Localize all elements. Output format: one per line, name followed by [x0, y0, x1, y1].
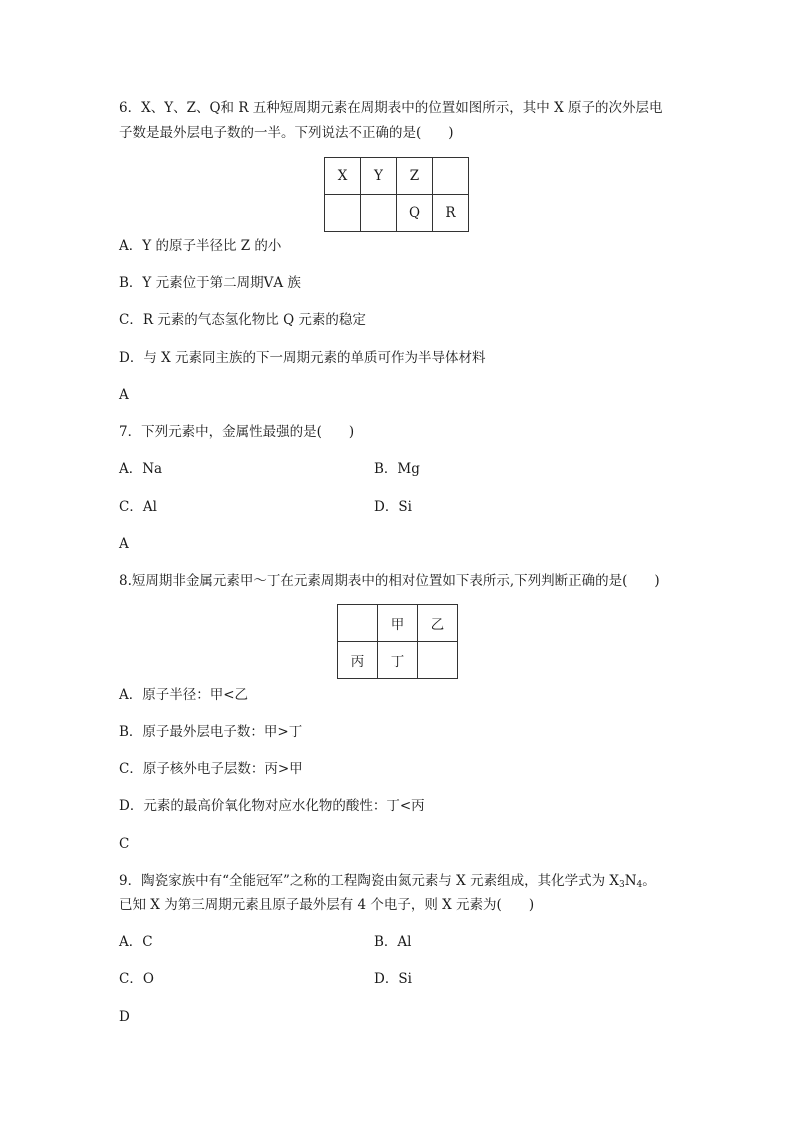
q6-cell [325, 195, 361, 232]
q6-option-d: D．与 X 元素同主族的下一周期元素的单质可作为半导体材料 [119, 350, 486, 366]
q9-option-c: C．O [119, 971, 154, 987]
q8-stem: 8.短周期非金属元素甲～丁在元素周期表中的相对位置如下表所示,下列判断正确的是( ) [119, 573, 660, 589]
q8-option-c: C．原子核外电子层数：丙>甲 [119, 761, 303, 777]
q9-stem-line1 [119, 872, 656, 894]
q6-answer: A [119, 387, 129, 403]
q6-cell: Y [361, 158, 397, 195]
q6-option-c: C．R 元素的气态氢化物比 Q 元素的稳定 [119, 312, 366, 328]
q9-option-b: B．Al [374, 934, 412, 950]
q7-option-d: D．Si [374, 499, 412, 515]
q8-cell: 丁 [378, 642, 418, 679]
q8-cell [418, 642, 458, 679]
q6-stem-line1: 6．X、Y、Z、Q和 R 五种短周期元素在周期表中的位置如图所示，其中 X 原子的次外层电 [119, 100, 663, 116]
q6-cell: R [433, 195, 469, 232]
q8-cell: 丙 [338, 642, 378, 679]
q8-periodic-table [337, 604, 458, 679]
q8-cell: 乙 [418, 605, 458, 642]
q8-option-a: A．原子半径：甲<乙 [119, 687, 249, 703]
q9-stem-line2: 已知 X 为第三周期元素且原子最外层有 4 个电子，则 X 元素为( ) [119, 897, 535, 913]
q7-stem: 7．下列元素中，金属性最强的是( ) [119, 424, 355, 440]
q8-option-b: B．原子最外层电子数：甲>丁 [119, 724, 303, 740]
q6-option-b: B．Y 元素位于第二周期ⅤA 族 [119, 275, 301, 291]
q9-subscript-3: 3 [619, 880, 625, 890]
q9-option-a: A．C [119, 934, 153, 950]
q8-cell: 甲 [378, 605, 418, 642]
q8-cell [338, 605, 378, 642]
q9-subscript-4: 4 [636, 880, 643, 890]
q8-answer: C [119, 836, 130, 852]
q6-cell: Z [397, 158, 433, 195]
q6-cell [361, 195, 397, 232]
q7-option-c: C．Al [119, 499, 157, 515]
q9-stem-text: 9．陶瓷家族中有“全能冠军”之称的工程陶瓷由氮元素与 X 元素组成，其化学式为 X [119, 873, 619, 889]
q6-stem-line2: 子数是最外层电子数的一半。下列说法不正确的是( ) [119, 125, 454, 141]
q6-periodic-table [324, 157, 469, 232]
q7-option-b: B．Mg [374, 461, 420, 477]
q7-answer: A [119, 536, 129, 552]
q9-answer: D [119, 1009, 130, 1025]
q8-option-d: D．元素的最高价氧化物对应水化物的酸性：丁<丙 [119, 798, 425, 814]
q6-cell [433, 158, 469, 195]
q9-option-d: D．Si [374, 971, 412, 987]
q6-cell: Q [397, 195, 433, 232]
q7-option-a: A．Na [119, 461, 163, 477]
q6-option-a: A．Y 的原子半径比 Z 的小 [119, 238, 282, 254]
q9-formula-n: N [624, 873, 637, 889]
q9-stem-end: 。 [642, 873, 656, 889]
q6-cell: X [325, 158, 361, 195]
